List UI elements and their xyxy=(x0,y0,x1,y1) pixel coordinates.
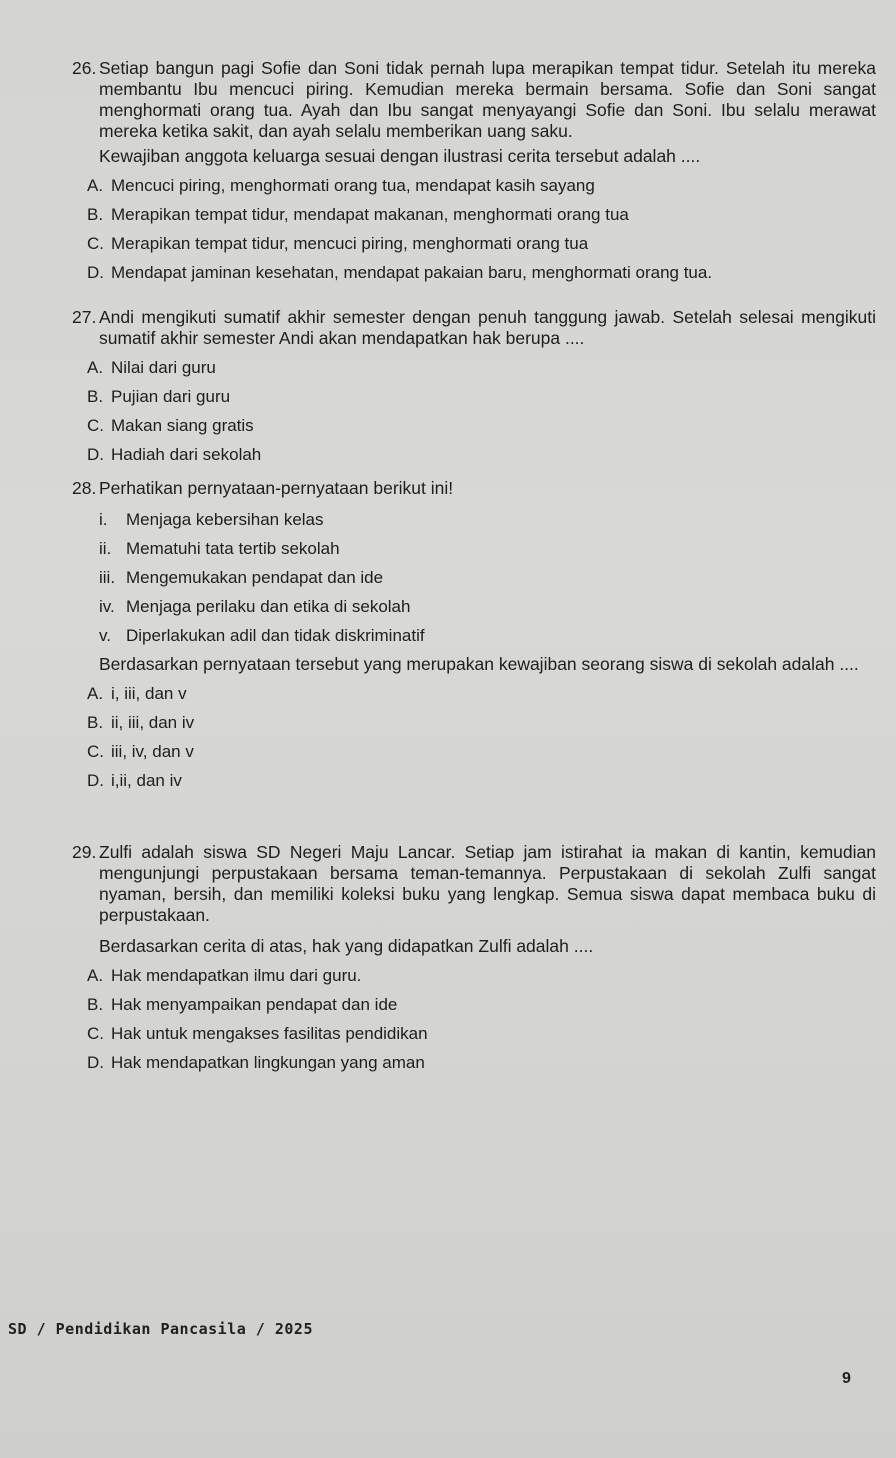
question-prompt: Berdasarkan pernyataan tersebut yang merupakan kewajiban seorang siswa di sekolah adalah .... xyxy=(99,654,859,674)
option-letter: A. xyxy=(87,684,104,703)
option-b xyxy=(72,382,876,411)
question-number: 28. xyxy=(72,478,97,498)
option-a xyxy=(72,961,876,990)
statement-numeral: iv. xyxy=(99,597,115,616)
statement-text: Mematuhi tata tertib sekolah xyxy=(126,539,340,558)
question-number: 29. xyxy=(72,842,97,862)
question-prompt: Kewajiban anggota keluarga sesuai dengan ilustrasi cerita tersebut adalah .... xyxy=(99,146,701,166)
option-text: Merapikan tempat tidur, mendapat makanan, menghormati orang tua xyxy=(111,205,629,224)
page-number: 9 xyxy=(842,1370,851,1387)
option-letter: B. xyxy=(87,205,104,224)
option-letter: A. xyxy=(87,966,104,985)
option-letter: D. xyxy=(87,1053,104,1072)
question-number: 26. xyxy=(72,58,97,78)
statement-i xyxy=(99,505,876,534)
statement-text: Menjaga perilaku dan etika di sekolah xyxy=(126,597,411,616)
option-text: Hak mendapatkan ilmu dari guru. xyxy=(111,966,362,985)
page-footer: SD / Pendidikan Pancasila / 2025 xyxy=(8,1320,313,1338)
option-c xyxy=(72,1019,876,1048)
option-letter: D. xyxy=(87,263,104,282)
statement-numeral: iii. xyxy=(99,568,116,587)
option-c xyxy=(72,229,876,258)
question-body: Andi mengikuti sumatif akhir semester dengan penuh tanggung jawab. Setelah selesai mengikuti sumatif akhir semester Andi akan mendapatkan hak berupa .... xyxy=(99,307,876,348)
option-text: Hak untuk mengakses fasilitas pendidikan xyxy=(111,1024,428,1043)
option-text: iii, iv, dan v xyxy=(111,742,194,761)
option-letter: C. xyxy=(87,1024,104,1043)
question-26 xyxy=(72,58,876,287)
statement-iv xyxy=(99,592,876,621)
option-text: Merapikan tempat tidur, mencuci piring, menghormati orang tua xyxy=(111,234,589,253)
question-number: 27. xyxy=(72,307,97,327)
option-b xyxy=(72,200,876,229)
option-letter: D. xyxy=(87,445,104,464)
question-27 xyxy=(72,307,876,469)
option-text: Hadiah dari sekolah xyxy=(111,445,262,464)
option-list xyxy=(72,353,876,469)
option-c xyxy=(72,737,876,766)
question-body: Zulfi adalah siswa SD Negeri Maju Lancar. Setiap jam istirahat ia makan di kantin, kemudian mengunjungi perpustakaan bersama teman-temannya. Perpustakaan di sekolah Zulfi sangat nyaman, bersih, dan memiliki koleksi buku yang lengkap. Semua siswa dapat membaca buku di perpustakaan. xyxy=(99,842,876,925)
statement-ii xyxy=(99,534,876,563)
option-letter: C. xyxy=(87,234,104,253)
statement-numeral: v. xyxy=(99,626,111,645)
question-prompt: Berdasarkan cerita di atas, hak yang didapatkan Zulfi adalah .... xyxy=(99,936,594,956)
statement-text: Mengemukakan pendapat dan ide xyxy=(126,568,384,587)
statement-text: Diperlakukan adil dan tidak diskriminatif xyxy=(126,626,425,645)
option-letter: A. xyxy=(87,176,104,195)
option-a xyxy=(72,353,876,382)
option-letter: C. xyxy=(87,416,104,435)
statement-v xyxy=(99,621,876,650)
question-29 xyxy=(72,842,876,1077)
option-text: Mencuci piring, menghormati orang tua, mendapat kasih sayang xyxy=(111,176,595,195)
option-a xyxy=(72,679,876,708)
question-body: Setiap bangun pagi Sofie dan Soni tidak pernah lupa merapikan tempat tidur. Setelah itu mereka membantu Ibu mencuci piring. Kemudian mereka bermain bersama. Sofie dan Soni sangat menghormati orang tua. Ayah dan Ibu sangat menyayangi Sofie dan Soni. Ibu selalu merawat mereka ketika sakit, dan ayah selalu memberikan uang saku. xyxy=(99,58,876,141)
option-text: Hak menyampaikan pendapat dan ide xyxy=(111,995,398,1014)
option-text: i,ii, dan iv xyxy=(111,771,182,790)
option-text: Nilai dari guru xyxy=(111,358,216,377)
option-b xyxy=(72,990,876,1019)
statement-iii xyxy=(99,563,876,592)
option-d xyxy=(72,258,876,287)
option-text: i, iii, dan v xyxy=(111,684,187,703)
option-c xyxy=(72,411,876,440)
option-a xyxy=(72,171,876,200)
option-text: Mendapat jaminan kesehatan, mendapat pakaian baru, menghormati orang tua. xyxy=(111,263,713,282)
option-list xyxy=(72,961,876,1077)
statement-text: Menjaga kebersihan kelas xyxy=(126,510,324,529)
option-d xyxy=(72,1048,876,1077)
option-letter: B. xyxy=(87,713,104,732)
statement-list xyxy=(99,505,876,650)
statement-numeral: i. xyxy=(99,510,108,529)
option-text: Pujian dari guru xyxy=(111,387,231,406)
option-letter: D. xyxy=(87,771,104,790)
option-list xyxy=(72,679,876,795)
option-d xyxy=(72,440,876,469)
option-letter: A. xyxy=(87,358,104,377)
question-body: Perhatikan pernyataan-pernyataan berikut ini! xyxy=(99,478,454,498)
option-letter: C. xyxy=(87,742,104,761)
option-list xyxy=(72,171,876,287)
statement-numeral: ii. xyxy=(99,539,112,558)
option-text: Makan siang gratis xyxy=(111,416,254,435)
question-28 xyxy=(72,478,876,795)
option-letter: B. xyxy=(87,387,104,406)
option-text: ii, iii, dan iv xyxy=(111,713,195,732)
option-b xyxy=(72,708,876,737)
option-d xyxy=(72,766,876,795)
option-letter: B. xyxy=(87,995,104,1014)
option-text: Hak mendapatkan lingkungan yang aman xyxy=(111,1053,425,1072)
